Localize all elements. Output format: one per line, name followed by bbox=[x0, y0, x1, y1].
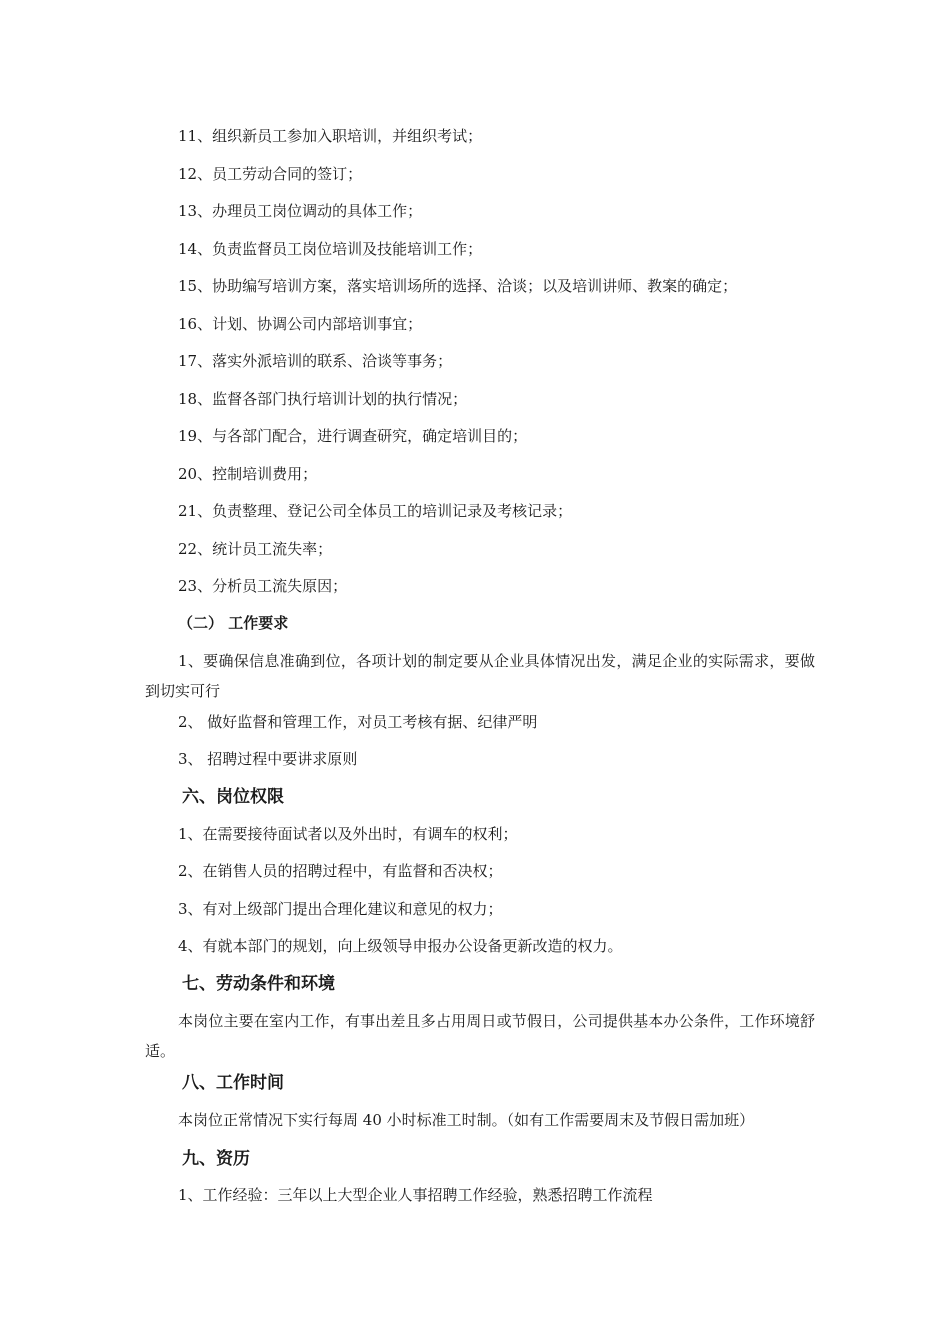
duty-item-23: 23、分析员工流失原因； bbox=[178, 577, 348, 595]
requirement-item-1: 1、要确保信息准确到位，各项计划的制定要从企业具体情况出发，满足企业的实际需求，要做到切实可行 bbox=[145, 652, 815, 700]
qualification-item-1: 1、工作经验：三年以上大型企业人事招聘工作经验，熟悉招聘工作流程 bbox=[178, 1186, 653, 1204]
requirement-item-2: 2、 做好监督和管理工作，对员工考核有据、纪律严明 bbox=[178, 713, 538, 731]
duty-item-15: 15、协助编写培训方案，落实培训场所的选择、洽谈；以及培训讲师、教案的确定； bbox=[178, 277, 738, 295]
qualification-heading: 九、资历 bbox=[182, 1149, 250, 1169]
requirement-item-3: 3、 招聘过程中要讲求原则 bbox=[178, 750, 358, 768]
conditions-heading: 七、劳动条件和环境 bbox=[182, 974, 335, 994]
hours-heading: 八、工作时间 bbox=[182, 1073, 284, 1093]
duty-item-19: 19、与各部门配合，进行调查研究，确定培训目的； bbox=[178, 427, 528, 445]
duty-item-20: 20、控制培训费用； bbox=[178, 465, 318, 483]
duty-item-22: 22、统计员工流失率； bbox=[178, 540, 333, 558]
duty-item-17: 17、落实外派培训的联系、洽谈等事务； bbox=[178, 352, 453, 370]
duty-item-18: 18、监督各部门执行培训计划的执行情况； bbox=[178, 390, 468, 408]
authority-item-1: 1、在需要接待面试者以及外出时，有调车的权利； bbox=[178, 825, 518, 843]
authority-heading: 六、岗位权限 bbox=[182, 787, 284, 807]
duty-item-21: 21、负责整理、登记公司全体员工的培训记录及考核记录； bbox=[178, 502, 573, 520]
requirements-heading: （二） 工作要求 bbox=[178, 614, 289, 632]
conditions-text: 本岗位主要在室内工作，有事出差且多占用周日或节假日，公司提供基本办公条件，工作环境舒适。 bbox=[145, 1012, 815, 1060]
hours-text: 本岗位正常情况下实行每周 40 小时标准工时制。（如有工作需要周末及节假日需加班） bbox=[178, 1111, 755, 1129]
duty-item-11: 11、组织新员工参加入职培训，并组织考试； bbox=[178, 127, 483, 145]
authority-item-2: 2、在销售人员的招聘过程中，有监督和否决权； bbox=[178, 862, 503, 880]
authority-item-4: 4、有就本部门的规划，向上级领导申报办公设备更新改造的权力。 bbox=[178, 937, 623, 955]
duty-item-14: 14、负责监督员工岗位培训及技能培训工作； bbox=[178, 240, 483, 258]
duty-item-12: 12、员工劳动合同的签订； bbox=[178, 165, 363, 183]
authority-item-3: 3、有对上级部门提出合理化建议和意见的权力； bbox=[178, 900, 503, 918]
duty-item-16: 16、计划、协调公司内部培训事宜； bbox=[178, 315, 423, 333]
duty-item-13: 13、办理员工岗位调动的具体工作； bbox=[178, 202, 423, 220]
